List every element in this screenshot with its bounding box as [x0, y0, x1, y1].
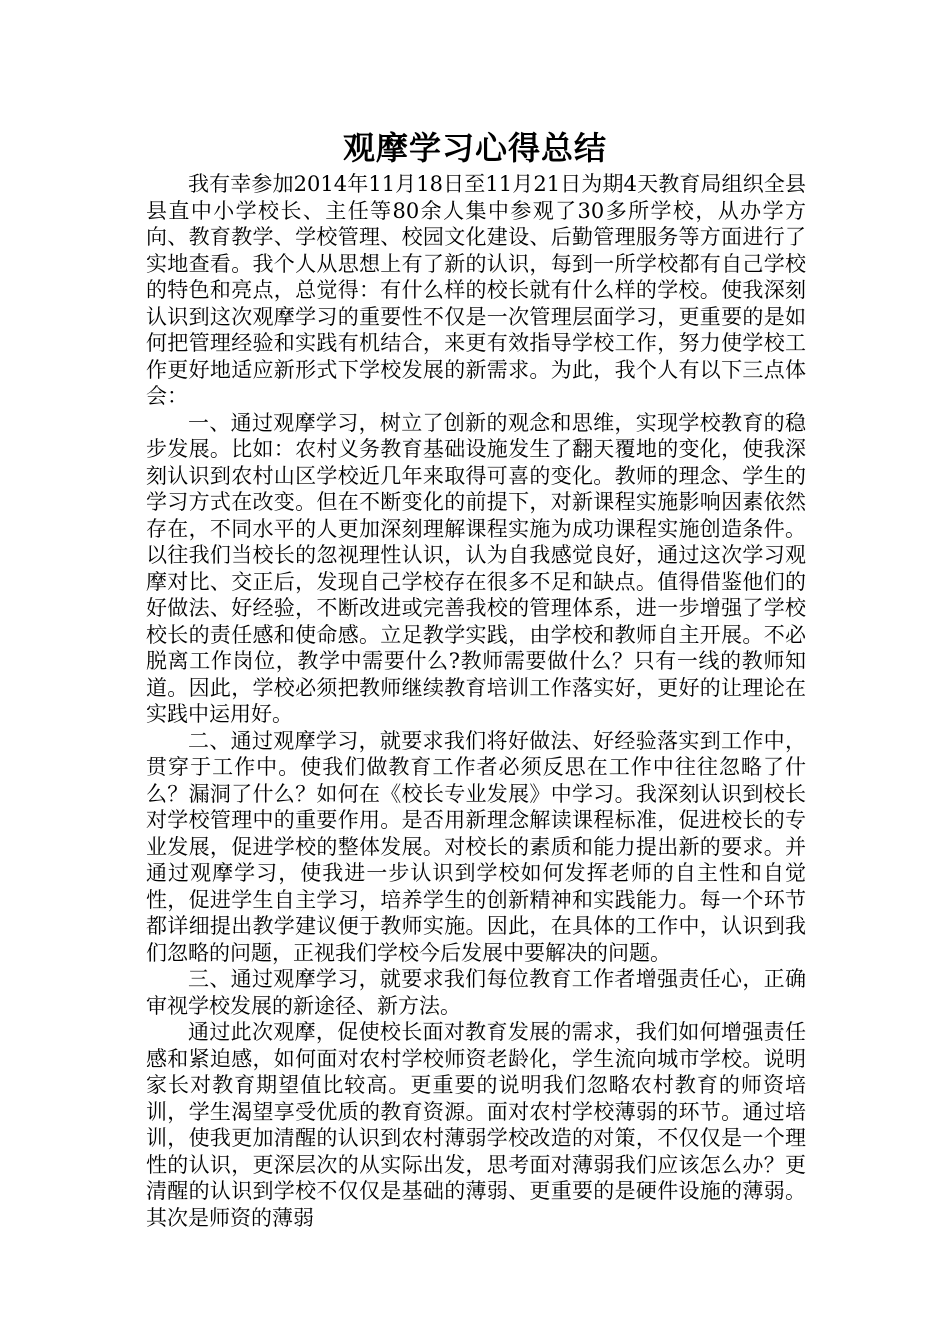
- paragraph-intro: 我有幸参加2014年11月18日至11月21日为期4天教育局组织全县县直中小学校长、主任等80余人集中参观了30多所学校，从办学方向、教育教学、学校管理、校园文化建设、后勤管理服务等方面进行了实地查看。我个人从思想上有了新的认识，每到一所学校都有自己学校的特色和亮点，总觉得：有什么样的校长就有什么样的学校。使我深刻认识到这次观摩学习的重要性不仅是一次管理层面学习，更重要的是如何把管理经验和实践有机结合，来更有效指导学校工作，努力使学校工作更好地适应新形式下学校发展的新需求。为此，我个人有以下三点体会：: [146, 172, 806, 408]
- paragraph-point-one: 一、通过观摩学习，树立了创新的观念和思维，实现学校教育的稳步发展。比如：农村义务教育基础设施发生了翻天覆地的变化，使我深刻认识到农村山区学校近几年来取得可喜的变化。教师的理念、学生的学习方式在改变。但在不断变化的前提下，对新课程实施影响因素依然存在，不同水平的人更加深刻理解课程实施为成功课程实施创造条件。以往我们当校长的忽视理性认识，认为自我感觉良好，通过这次学习观摩对比、交正后，发现自己学校存在很多不足和缺点。值得借鉴他们的好做法、好经验，不断改进或完善我校的管理体系，进一步增强了学校校长的责任感和使命感。立足教学实践，由学校和教师自主开展。不必脱离工作岗位，教学中需要什么?教师需要做什么？只有一线的教师知道。因此，学校必须把教师继续教育培训工作落实好，更好的让理论在实践中运用好。: [146, 410, 806, 726]
- paragraph-point-two: 二、通过观摩学习，就要求我们将好做法、好经验落实到工作中，贯穿于工作中。使我们做教育工作者必须反思在工作中往往忽略了什么？漏洞了什么？如何在《校长专业发展》中学习。我深刻认识到校长对学校管理中的重要作用。是否用新理念解读课程标准，促进校长的专业发展，促进学校的整体发展。对校长的素质和能力提出新的要求。并通过观摩学习，使我进一步认识到学校如何发挥老师的自主性和自觉性，促进学生自主学习，培养学生的创新精神和实践能力。每一个环节都详细提出教学建议便于教师实施。因此，在具体的工作中，认识到我们忽略的问题，正视我们学校今后发展中要解决的问题。: [146, 728, 806, 965]
- document-title: 观摩学习心得总结: [342, 129, 607, 167]
- paragraph-point-three: 三、通过观摩学习，就要求我们每位教育工作者增强责任心，正确审视学校发展的新途径、新方法。: [146, 967, 806, 1018]
- paragraph-reflection: 通过此次观摩，促使校长面对教育发展的需求，我们如何增强责任感和紧迫感，如何面对农村学校师资老龄化，学生流向城市学校。说明家长对教育期望值比较高。更重要的说明我们忽略农村教育的师资培训，学生渴望享受优质的教育资源。面对农村学校薄弱的环节。通过培训，使我更加清醒的认识到农村薄弱学校改造的对策，不仅仅是一个理性的认识，更深层次的从实际出发，思考面对薄弱我们应该怎么办？更清醒的认识到学校不仅仅是基础的薄弱、更重要的是硬件设施的薄弱。其次是师资的薄弱: [146, 1020, 806, 1230]
- document-body: [146, 171, 806, 1231]
